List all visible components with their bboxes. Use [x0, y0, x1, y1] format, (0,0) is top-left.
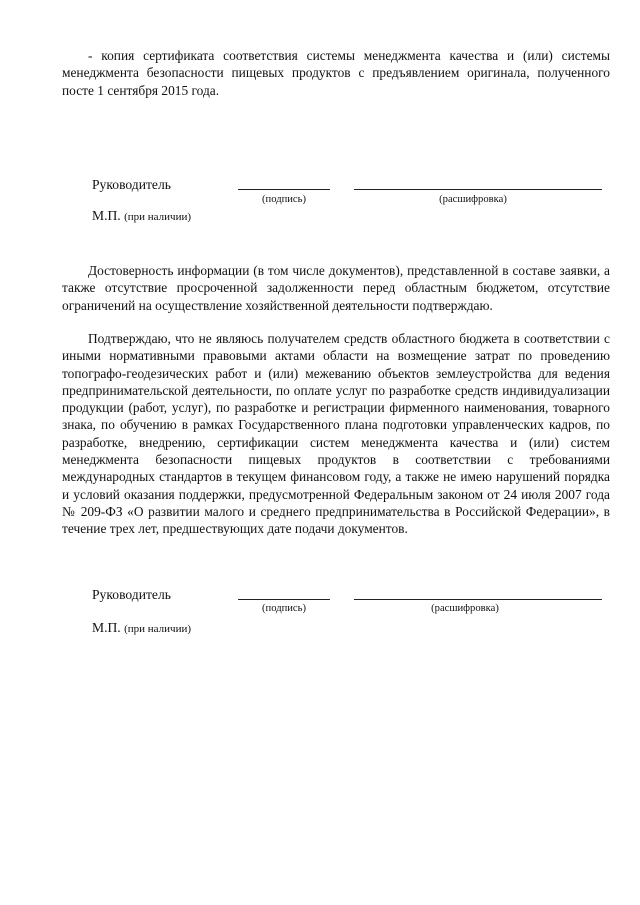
reliability-paragraph: Достоверность информации (в том числе документов), представленной в составе заявки, а также отсутствие просроченной задолженности перед областным бюджетом, отсутствие ограничений на осуществление хозяйственной деятельности подтверждаю.	[62, 263, 610, 313]
stamp-label	[92, 620, 191, 636]
stamp-note: (при наличии)	[124, 211, 192, 223]
stamp-abbrev: М.П.	[92, 620, 121, 635]
decoding-line	[354, 189, 602, 190]
confirmation-paragraph: Подтверждаю, что не являюсь получателем средств областного бюджета в соответствии с иными нормативными правовыми актами области на возмещение затрат по проведению топографо-геодезических работ и (или) межеванию объектов землеустройства для ведения предпринимательской деятельности, по оплате услуг по разработке средств индивидуализации продукции (работ, услуг), по разработке и регистрации фирменного наименования, товарного знака, по обучению в рамках Государственного плана подготовки управленческих кадров, по разработке, внедрению, сертификации систем менеджмента качества и (или) систем менеджмента безопасности пищевых продуктов в соответствии с требованиями международных стандартов в текущем финансовом году, а также не имею нарушений порядка и условий оказания поддержки, предусмотренной Федеральным законом от 24 июля 2007 года № 209-ФЗ «О развитии малого и среднего предпринимательства в Российской Федерации», в течение трех лет, предшествующих дате подачи документов.	[62, 331, 610, 537]
decoding-caption: (расшифровка)	[431, 603, 499, 614]
signature-line	[238, 599, 330, 600]
signature-line	[238, 189, 330, 190]
head-label: Руководитель	[92, 587, 171, 602]
stamp-abbrev: М.П.	[92, 208, 121, 223]
head-label: Руководитель	[92, 177, 171, 192]
certificate-copy-paragraph: - копия сертификата соответствия системы менеджмента качества и (или) системы менеджмента безопасности пищевых продуктов с предъявлением оригинала, полученного посте 1 сентября 2015 года.	[62, 48, 610, 98]
stamp-note: (при наличии)	[124, 623, 192, 635]
signature-caption: (подпись)	[262, 194, 306, 205]
decoding-caption: (расшифровка)	[439, 194, 507, 205]
signature-caption: (подпись)	[262, 603, 306, 614]
decoding-line	[354, 599, 602, 600]
stamp-label	[92, 208, 191, 224]
